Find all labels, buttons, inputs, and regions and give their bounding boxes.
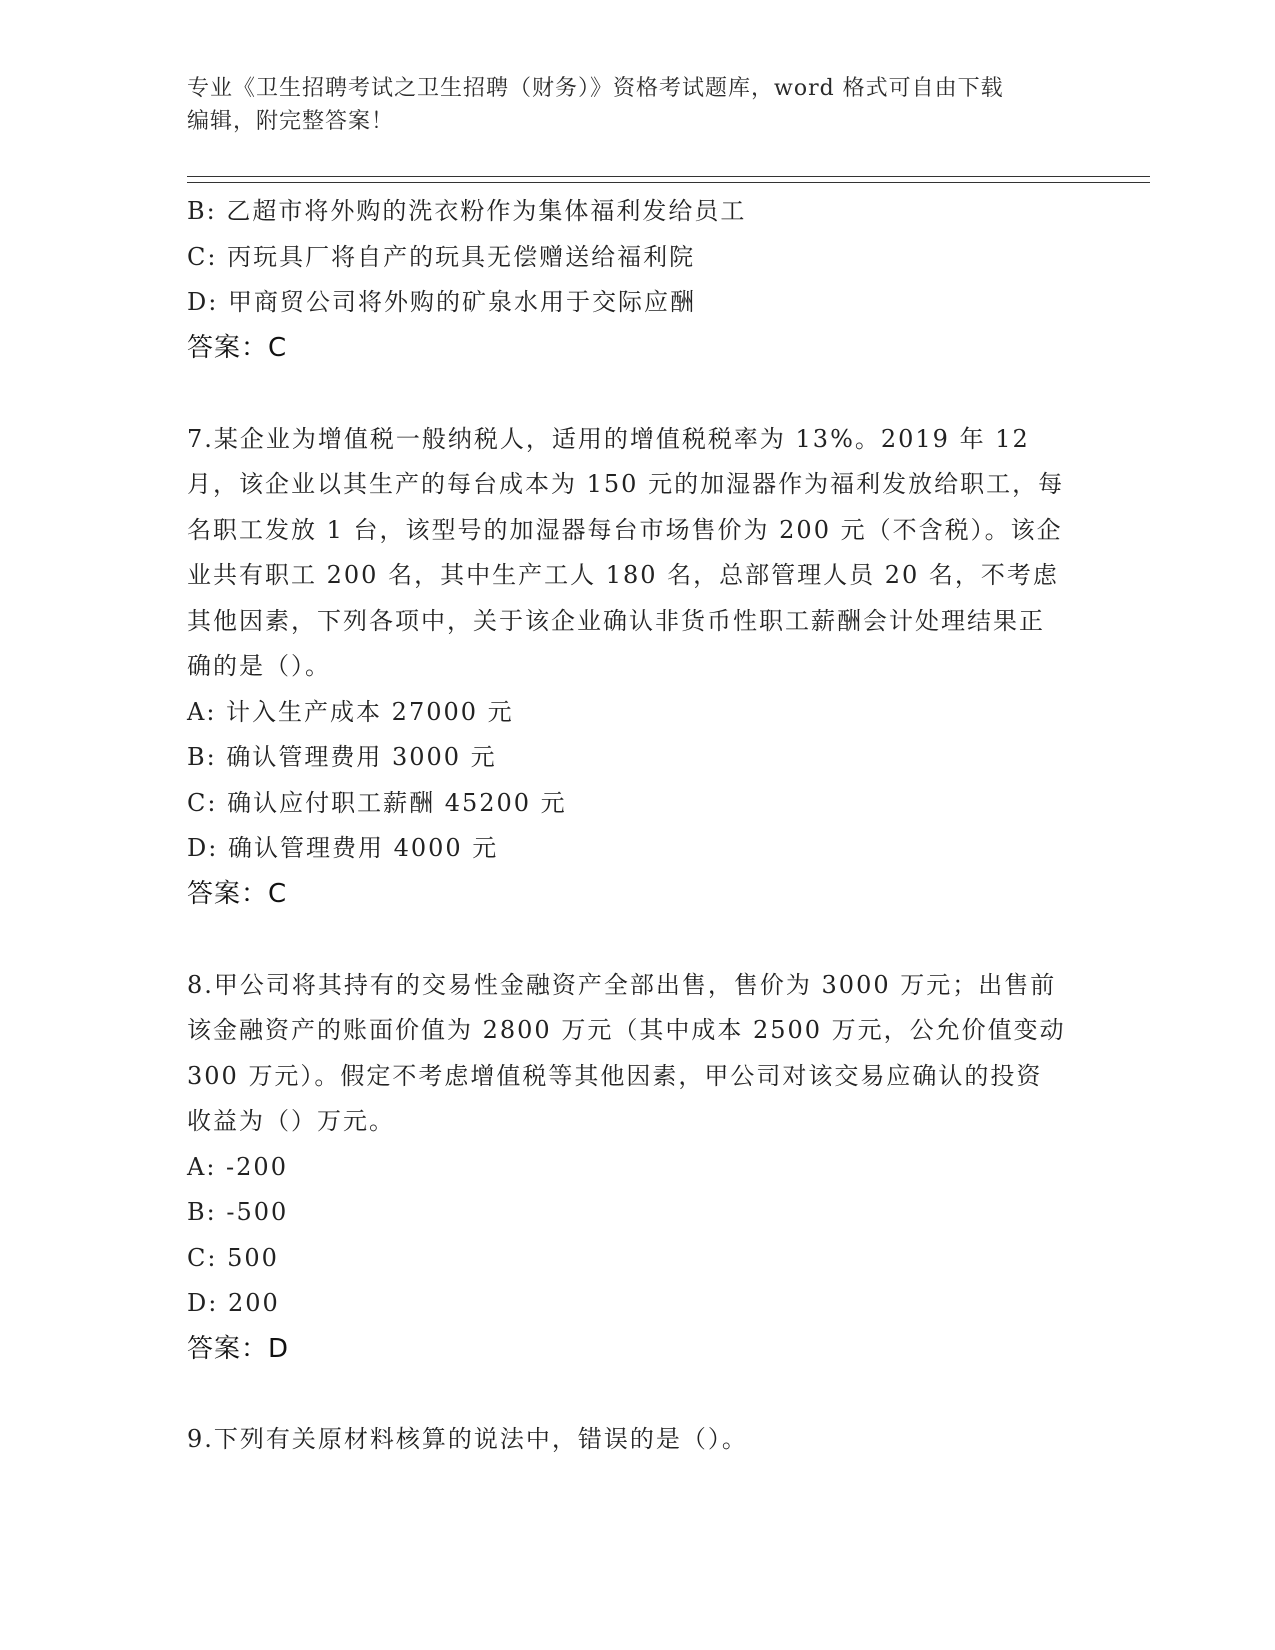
question-text: 9.下列有关原材料核算的说法中，错误的是（）。 [187,1425,748,1453]
option-d: D: 甲商贸公司将外购的矿泉水用于交际应酬 [187,288,696,316]
spacer [187,917,1067,963]
question-8 [187,963,1067,1373]
header-title-line-2: 编辑，附完整答案！ [187,109,395,134]
header-divider [187,176,1150,183]
option-d: D: 确认管理费用 4000 元 [187,834,499,862]
option-a: A: -200 [187,1152,288,1181]
option-b: B: -500 [187,1198,289,1226]
option-c: C: 丙玩具厂将自产的玩具无偿赠送给福利院 [187,242,696,271]
question-7 [187,417,1067,918]
header-title-line-1: 专业《卫生招聘考试之卫生招聘（财务）》资格考试题库，word 格式可自由下载 [187,76,1004,101]
answer: 答案：D [187,1333,290,1364]
option-d: D: 200 [187,1289,280,1317]
question-text: 8.甲公司将其持有的交易性金融资产全部出售，售价为 3000 万元；出售前该金融资产的账面价值为 2800 万元（其中成本 2500 万元，公允价值变动 300 万元）。假定不考虑增值税等其他因素，甲公司对该交易应确认的投资收益为（）万元。 [187,970,1066,1135]
answer: 答案：C [187,878,288,909]
option-a: A: 计入生产成本 27000 元 [187,697,514,726]
option-b: B: 确认管理费用 3000 元 [187,743,497,771]
answer: 答案：C [187,332,288,363]
question-text: 7.某企业为增值税一般纳税人，适用的增值税税率为 13%。2019 年 12 月，该企业以其生产的每台成本为 150 元的加湿器作为福利发放给职工，每名职工发放 1 台，该型号的加湿器每台市场售价为 200 元（不含税）。该企业共有职工 200 名，其中生产工人 180 名，总部管理人员 20 名，不考虑其他因素，下列各项中，关于该企业确认非货币性职工薪酬会计处理结果正确的是（）。 [187,424,1065,680]
question-list [187,189,1067,1372]
question-6 [187,189,1067,371]
question-9 [187,1417,1067,1463]
spacer [187,371,1067,417]
page-header [187,72,1067,138]
option-b: B: 乙超市将外购的洗衣粉作为集体福利发给员工 [187,197,747,225]
option-c: C: 500 [187,1243,279,1272]
option-c: C: 确认应付职工薪酬 45200 元 [187,788,567,817]
